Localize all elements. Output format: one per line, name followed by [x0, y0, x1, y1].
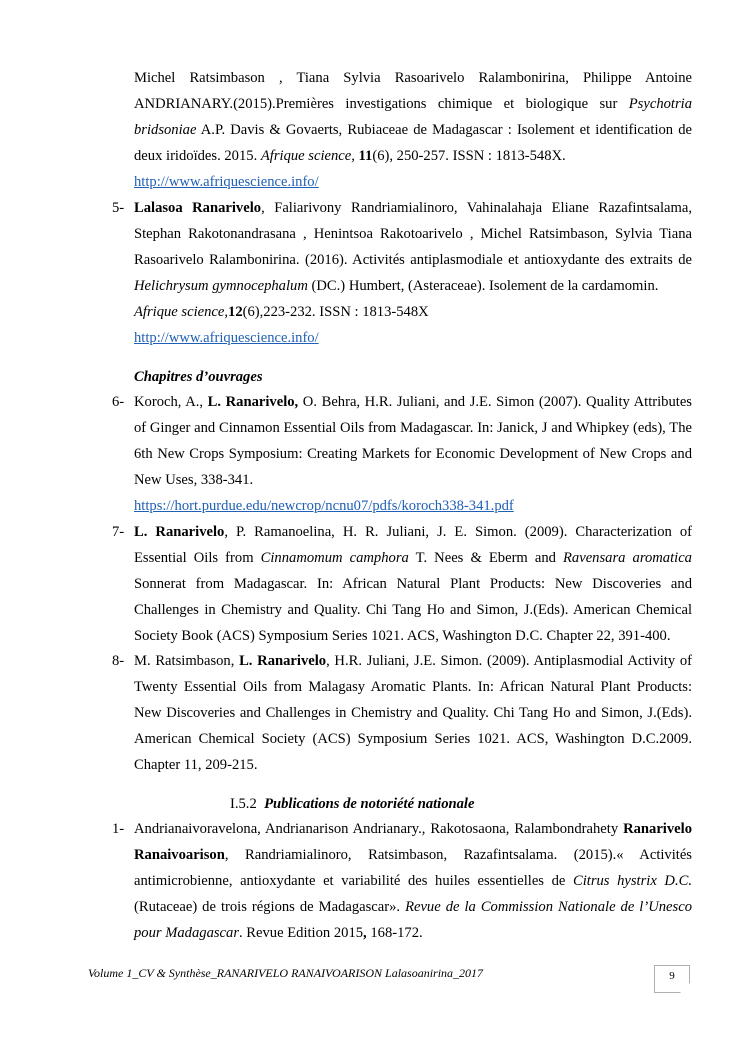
journal-name: Revue de la Commission Nationale de l’Unesco pour Madagascar — [134, 898, 692, 941]
page-curl-icon — [680, 983, 690, 993]
reference-entry-8 — [112, 649, 692, 779]
volume: 12 — [228, 303, 243, 320]
highlighted-author: Ranarivelo Ranaivoarison — [134, 821, 692, 863]
reference-link[interactable]: http://www.afriquescience.info/ — [134, 173, 319, 190]
citation-text: O. Behra, H.R. Juliani, and J.E. Simon (2007). Quality Attributes of Ginger and Cinnamon Essential Oils from Madagascar. In: Janick, J and Whipkey (eds), The 6th New Crops Symposium: Creating Markets for Economic Development of New Crops and New Uses, 338-341. — [134, 394, 692, 488]
separator: , — [363, 924, 367, 941]
reference-text — [134, 66, 692, 196]
reference-text — [134, 649, 692, 779]
reference-link[interactable]: http://www.afriquescience.info/ — [134, 329, 319, 346]
reference-text — [134, 817, 692, 947]
species-name: Citrus hystrix D.C. — [572, 872, 692, 889]
authors: Michel Ratsimbason , Tiana Sylvia Rasoarivelo Ralambonirina, Philippe Antoine ANDRIANARY. — [134, 70, 692, 112]
citation-text: (Rutaceae) de trois régions de Madagascar». — [134, 898, 406, 915]
reference-text — [134, 196, 692, 351]
species-name: Helichrysum gymnocephalum — [134, 277, 308, 294]
reference-text — [134, 520, 692, 650]
list-number: 7- — [112, 524, 125, 540]
pages-issn: (6), 250-257. ISSN : 1813-548X. — [372, 147, 566, 164]
species-name: Ravensara aromatica — [563, 549, 692, 566]
reference-entry-4-continued — [112, 66, 692, 196]
citation-text: Sonnerat from Madagascar. In: African Natural Plant Products: New Discoveries and Challenges in Chemistry and Quality. Chi Tang Ho and Simon, J.(Eds). American Chemical Society Book (ACS) Symposium Series 1021. ACS, Washington D.C. Chapter 22, 391-400. — [134, 575, 692, 644]
title-text: A.P. Davis & Govaerts, Rubiaceae de Madagascar : Isolement et identification de deux iridoïdes. 2015. — [134, 121, 692, 164]
reference-link[interactable]: https://hort.purdue.edu/newcrop/ncnu07/pdfs/koroch338-341.pdf — [134, 497, 514, 514]
citation-text: T. Nees & Eberm and — [408, 549, 564, 566]
title-text: (2015).Premières investigations chimique et biologique sur — [233, 95, 629, 112]
list-number: 6- — [112, 394, 125, 410]
journal-name: Afrique science — [134, 303, 225, 320]
reference-entry-6 — [112, 390, 692, 520]
highlighted-author: L. Ranarivelo — [239, 653, 327, 669]
species-name: Cinnamomum camphora — [260, 549, 409, 566]
citation-text: , H.R. Juliani, J.E. Simon. (2009). Antiplasmodial Activity of Twenty Essential Oils from Malagasy Aromatic Plants. In: African Natural Plant Products: New Discoveries and Challenges in Chemistry and Quality. Chi Tang Ho and Simon, J.(Eds). American Chemical Society (ACS) Symposium Series 1021. ACS, Washington D.C.2009. Chapter 11, 209-215. — [134, 653, 693, 773]
pages-issn: (6),223-232. ISSN : 1813-548X — [242, 303, 429, 320]
list-number: 8- — [112, 653, 125, 669]
reference-entry-5 — [112, 196, 692, 351]
title-text: (DC.) Humbert, (Asteraceae). Isolement de la cardamomin. — [307, 277, 659, 294]
page-footer: Volume 1_CV & Synthèse_RANARIVELO RANAIVOARISON Lalasoanirina_2017 — [88, 966, 484, 980]
reference-text — [134, 390, 692, 520]
reference-entry-7 — [112, 520, 692, 650]
species-name: Psychotria bridsoniae — [134, 95, 692, 138]
authors: , Faliarivony Randriamialinoro, Vahinalahaja Eliane Razafintsalama, Stephan Rakotonandrasana , Henintsoa Rakotoarivelo , Michel Ratsimbason, Sylvia Tiana Rasoarivelo Ralambonirina. (2016). Activités antiplasmodiale et antioxydante des extraits de — [134, 200, 693, 268]
citation-text: , Randriamialinoro, Ratsimbason, Razafintsalama. (2015).« Activités antimicrobienne, antioxydante et variabilité des huiles essentielles de — [134, 846, 692, 889]
section-number: I.5.2 — [230, 796, 257, 812]
authors: Andrianaivoravelona, Andrianarison Andrianary., Rakotosaona, Ralambondrahety — [134, 821, 624, 837]
list-number: 1- — [112, 821, 125, 837]
authors: M. Ratsimbason, — [134, 653, 240, 669]
page-number-box — [654, 965, 690, 993]
page-number: 9 — [669, 970, 675, 982]
highlighted-author: L. Ranarivelo — [134, 524, 225, 540]
chapters-heading: Chapitres d’ouvrages — [134, 369, 263, 385]
citation-text: . Revue Edition 2015 — [239, 924, 364, 941]
citation-text: , P. Ramanoelina, H. R. Juliani, J. E. Simon. (2009). Characterization of Essential Oils from — [134, 524, 692, 566]
journal-name: Afrique science, — [260, 147, 355, 164]
volume: 11 — [358, 147, 373, 164]
section-heading — [230, 794, 474, 814]
section-title: Publications de notoriété nationale — [264, 796, 475, 812]
list-number: 5- — [112, 200, 125, 216]
authors: Koroch, A., — [134, 394, 208, 410]
reference-entry-national-1 — [112, 817, 692, 947]
separator: , — [224, 303, 229, 320]
lead-author: Lalasoa Ranarivelo — [134, 200, 262, 216]
pages: 168-172. — [366, 924, 423, 941]
highlighted-author: L. Ranarivelo, — [207, 394, 299, 410]
